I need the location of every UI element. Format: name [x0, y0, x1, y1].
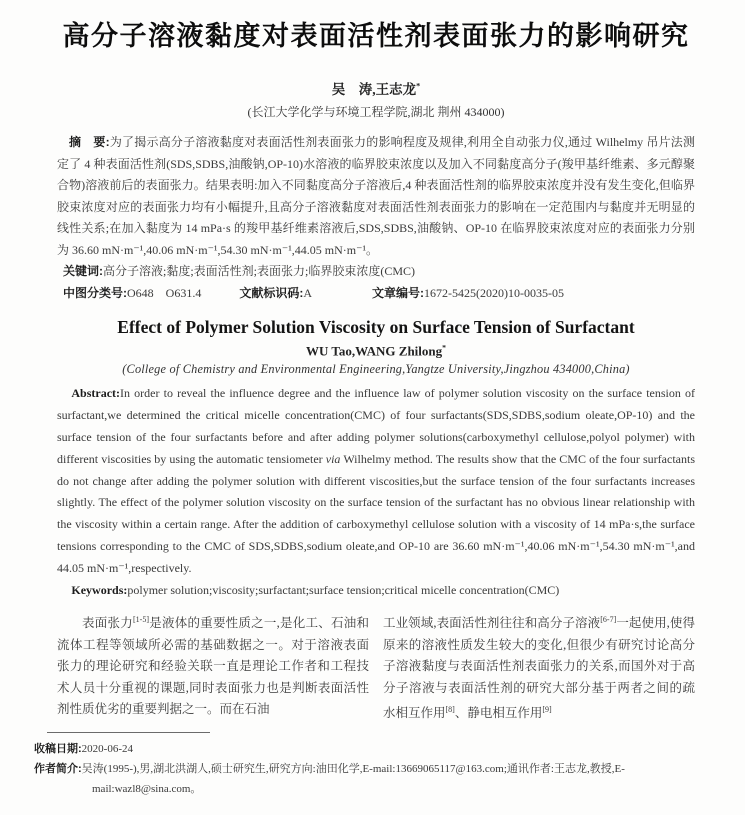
footnote-separator [47, 732, 210, 733]
abstract-en [57, 383, 695, 579]
keywords-cn [57, 261, 695, 283]
document-code-value: A [303, 285, 313, 300]
article-number-value: 1672-5425(2020)10-0035-05 [424, 285, 564, 300]
keywords-en [57, 580, 695, 602]
keywords-en-text: polymer solution;viscosity;surfactant;surface tension;critical micelle concentration(CMC) [127, 582, 560, 597]
document-code [239, 283, 312, 305]
abstract-en-text: In order to reveal the influence degree and the influence law of polymer solution viscosity on the surface tension of surfactant,we determined the critical micelle concentration(CMC) of four surfactants(SDS,SDBS,sodium oleate,OP-10) and the surface tension of the four surfactants before and after adding polymer solutions(carboxymethyl cellulose,polyol polymer) with different viscosities by using the automatic tensiometer via Wilhelmy method. The results show that the CMC of the four surfactants do not change after adding the polymer solution with different viscosities,but the surface tension of the four surfactants increases slightly. The effect of the polymer solution viscosity on the surface tension of the surfactant has no obvious linear relationship with the viscosity within a certain range. After the addition of carboxymethyl cellulose solution with a viscosity of 14 mPa·s,the surface tensions corresponding to the CMC of SDS,SDBS,sodium oleate,and OP-10 are 36.60 mN·m⁻¹,40.06 mN·m⁻¹,54.30 mN·m⁻¹,and 44.05 mN·m⁻¹,respectively. [57, 386, 695, 575]
body-paragraph-right: 工业领域,表面活性剂往往和高分子溶液[6-7]一起使用,使得原来的溶液性质发生较大的变化,但很少有研究讨论高分子溶液黏度与表面活性剂表面张力的关系,而国外对于高分子溶液与表面活性剂的研究大部分基于两者之间的疏水相互作用[8]、静电相互作用[9] [383, 615, 695, 721]
body-paragraph-left: 表面张力[1-5]是液体的重要性质之一,是化工、石油和流体工程等领域所必需的基础数据之一。对于溶液表面张力的理论研究和经验关联一直是理论工作者和工程技术人员十分重视的课题,同时表面张力也是判断表面活性剂性质优劣的重要判据之一。而在石油 [57, 615, 369, 717]
classification-row [57, 283, 695, 305]
keywords-cn-text: 高分子溶液;黏度;表面活性剂;表面张力;临界胶束浓度(CMC) [103, 264, 416, 278]
received-date [34, 739, 695, 759]
footer-notes [34, 739, 695, 799]
author-bio [34, 759, 695, 799]
authors-en [57, 343, 695, 359]
clc-number [63, 283, 201, 305]
article-number [372, 283, 564, 305]
author-bio-label: 作者简介: [34, 763, 82, 776]
keywords-en-label: Keywords: [71, 582, 128, 597]
article-number-label: 文章编号: [372, 285, 425, 300]
abstract-cn [57, 132, 695, 261]
abstract-en-label: Abstract: [71, 386, 121, 401]
clc-number-label: 中图分类号: [63, 285, 127, 300]
article-title-en: Effect of Polymer Solution Viscosity on Surface Tension of Surfactant [117, 317, 635, 337]
body-columns [57, 609, 695, 725]
abstract-cn-text: 为了揭示高分子溶液黏度对表面活性剂表面张力的影响程度及规律,利用全自动张力仪,通过 Wilhelmy 吊片法测定了 4 种表面活性剂(SDS,SDBS,油酸钠,OP-10)水溶液的临界胶束浓度以及加入不同黏度高分子(羧甲基纤维素、多元醇聚合物)溶液前后的表面张力。结果表明:加入不同黏度高分子溶液后,4 种表面活性剂的临界胶束浓度并没有发生变化,但临界胶束浓度对应的表面张力均有小幅提升,且高分子溶液黏度对表面活性剂表面张力的影响在一定范围内与黏度并无明显的线性关系;在加入黏度为 14 mPa·s 的羧甲基纤维素溶液后,SDS,SDBS,油酸钠、OP-10 在临界胶束浓度对应的表面张力分别为 36.60 mN·m⁻¹,40.06 mN·m⁻¹,54.30 mN·m⁻¹,44.05 mN·m⁻¹。 [57, 135, 696, 257]
received-date-label: 收稿日期: [34, 743, 82, 756]
corresponding-author-mark: * [416, 81, 421, 91]
author-bio-text: 吴涛(1995-),男,湖北洪湖人,硕士研究生,研究方向:油田化学,E-mail:13669065117@163.com;通讯作者:王志龙,教授,E-mail:wazl8@sina.com。 [81, 763, 625, 796]
received-date-value: 2020-06-24 [81, 743, 133, 756]
abstract-cn-label: 摘 要: [69, 135, 110, 149]
clc-number-value: O648 O631.4 [127, 285, 202, 300]
document-code-label: 文献标识码: [239, 285, 304, 300]
article-title-cn: 高分子溶液黏度对表面活性剂表面张力的影响研究 [62, 21, 690, 51]
affiliation-en: (College of Chemistry and Environmental Engineering,Yangtze University,Jingzhou 434000,China) [122, 362, 630, 377]
authors-cn-names: 吴 涛,王志龙 [331, 82, 417, 97]
authors-en-names: WU Tao,WANG Zhilong [305, 343, 443, 359]
authors-cn [57, 78, 695, 98]
corresponding-author-mark-en: * [442, 343, 447, 352]
keywords-cn-label: 关键词: [63, 264, 103, 278]
affiliation-cn: (长江大学化学与环境工程学院,湖北 荆州 434000) [247, 105, 505, 119]
